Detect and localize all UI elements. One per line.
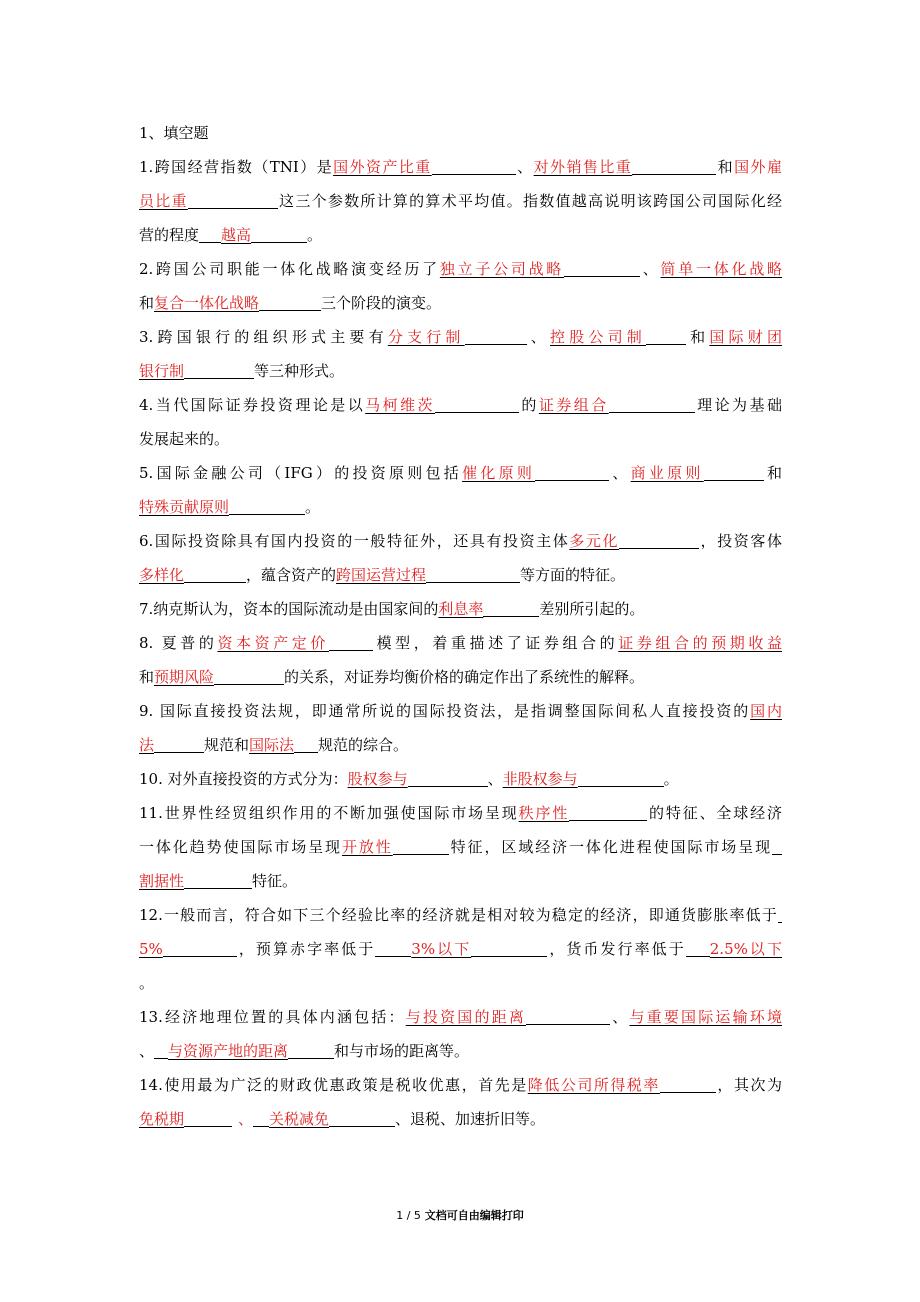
blank-line	[154, 734, 204, 753]
question-8-line-1	[139, 626, 782, 660]
question-5-line-2	[139, 490, 782, 524]
answer-11c: 割据性	[139, 872, 185, 890]
answer-6c: 跨国运营过程	[336, 566, 427, 584]
question-13-line-2	[139, 1034, 782, 1068]
blank-line	[564, 258, 640, 277]
page-number: 1 / 5	[396, 1209, 421, 1222]
period: 。	[139, 974, 155, 992]
separator: 、	[610, 1008, 630, 1026]
question-7-text: 7.纳克斯认为，资本的国际流动是由国家间的	[139, 600, 439, 618]
answer-4a: 马柯维茨	[365, 396, 435, 414]
question-1-text: 1.跨国经营指数（TNI）是	[139, 158, 334, 176]
blank-line	[432, 156, 516, 175]
question-11-text-cont: 特征，区域经济一体化进程使国际市场呈现	[448, 838, 772, 856]
answer-7a: 利息率	[438, 600, 484, 618]
blank-line	[660, 1074, 716, 1093]
question-4-line-2	[139, 422, 782, 456]
question-9-line-2	[139, 728, 782, 762]
answer-12a: 5%	[139, 940, 163, 958]
separator: ，	[236, 940, 256, 958]
question-2-text-cont: 三个阶段的演变。	[321, 294, 442, 312]
question-12-line-2	[139, 932, 782, 966]
blank-line	[163, 938, 237, 957]
answer-8b: 证券组合的预期收益	[618, 634, 782, 652]
answer-2a: 独立子公司战略	[439, 260, 565, 278]
conjunction: 和	[716, 158, 735, 176]
question-2-text: 2.跨国公司职能一体化战略演变经历了	[139, 260, 440, 278]
blank-line	[435, 394, 519, 413]
blank-line	[609, 394, 695, 413]
answer-3a: 分支行制	[387, 328, 465, 346]
question-9-text-cont: 规范的综合。	[318, 736, 409, 754]
answer-6a: 多元化	[569, 532, 620, 550]
answer-14a: 降低公司所得税率	[527, 1076, 660, 1094]
question-10-text: 10. 对外直接投资的方式分为：	[139, 770, 348, 788]
question-12-line-1	[139, 898, 782, 932]
question-1-line-3	[139, 218, 782, 252]
blank-line	[569, 802, 647, 821]
question-9-line-1	[139, 694, 782, 728]
blank-line	[329, 632, 373, 651]
question-10-line-1	[139, 762, 782, 796]
document-body	[139, 116, 782, 1136]
question-4-text-cont: 理论为基础	[694, 396, 782, 414]
blank-line	[646, 326, 686, 345]
blank-line	[229, 496, 305, 515]
answer-10a: 股权参与	[347, 770, 408, 788]
blank-line	[632, 156, 716, 175]
answer-14c: 关税减免	[269, 1110, 330, 1128]
answer-9b: 国际法	[249, 736, 295, 754]
answer-11b: 开放性	[341, 838, 393, 856]
blank-line	[393, 836, 449, 855]
blank-line	[294, 734, 318, 753]
question-11-line-1	[139, 796, 782, 830]
period: 。	[307, 226, 323, 244]
answer-1b: 对外销售比重	[533, 158, 633, 176]
question-6-line-1	[139, 524, 782, 558]
blank-line	[686, 938, 710, 957]
blank-line	[259, 292, 321, 311]
answer-12c: 2.5%以下	[709, 940, 782, 958]
answer-9a-part2: 法	[139, 736, 155, 754]
question-6-line-2	[139, 558, 782, 592]
blank-line	[704, 462, 764, 481]
separator: 、	[139, 1042, 155, 1060]
question-9-text-cont: 规范和	[204, 736, 250, 754]
blank-line	[184, 1108, 232, 1127]
question-8-text-cont: 模型，着重描述了证券组合的	[372, 634, 619, 652]
question-1-text-cont: 营的程度	[139, 226, 200, 244]
answer-8a: 资本资产定价	[217, 634, 329, 652]
question-4-line-1	[139, 388, 782, 422]
answer-2c: 复合一体化战略	[154, 294, 260, 312]
question-1-line-2	[139, 184, 782, 218]
blank-line	[184, 870, 252, 889]
conjunction: 和	[139, 668, 155, 686]
answer-3c-part2: 银行制	[139, 362, 185, 380]
answer-6b: 多样化	[139, 566, 185, 584]
separator: 、	[487, 770, 503, 788]
blank-line	[184, 564, 246, 583]
question-4-text: 4.当代国际证券投资理论是以	[139, 396, 366, 414]
particle: 的	[518, 396, 539, 414]
question-2-line-1	[139, 252, 782, 286]
blank-line	[199, 224, 221, 243]
question-11-line-3	[139, 864, 782, 898]
blank-line	[188, 190, 278, 209]
question-13-text-cont: 和与市场的距离等。	[334, 1042, 470, 1060]
answer-11a: 秩序性	[518, 804, 570, 822]
question-5-text: 5.国际金融公司（IFG）的投资原则包括	[139, 464, 463, 482]
answer-13b: 与重要国际运输环境	[629, 1008, 782, 1026]
question-12-line-3	[139, 966, 782, 1000]
blank-line	[772, 836, 782, 855]
answer-1c-part1: 国外雇	[734, 158, 782, 176]
blank-line	[535, 462, 609, 481]
period: 。	[305, 498, 321, 516]
question-6-text-cont: 等方面的特征。	[520, 566, 626, 584]
question-12-text-cont: ，货币发行率低于	[547, 940, 686, 958]
conjunction: 和	[139, 294, 155, 312]
conjunction: 和	[763, 464, 782, 482]
question-14-line-2	[139, 1102, 782, 1136]
blank-line	[184, 360, 254, 379]
question-11-text-cont: 特征。	[252, 872, 298, 890]
answer-12b: 3%以下	[411, 940, 472, 958]
blank-line	[483, 598, 539, 617]
question-3-text-cont: 等三种形式。	[254, 362, 345, 380]
question-6-text-cont: ，投资客体	[699, 532, 782, 550]
separator: 、	[515, 158, 534, 176]
question-13-line-1	[139, 1000, 782, 1034]
question-14-text-cont: ，其次为	[715, 1076, 782, 1094]
answer-14b: 免税期	[139, 1110, 185, 1128]
blank-line	[375, 938, 411, 957]
blank-line	[329, 1108, 395, 1127]
answer-3c-part1: 国际财团	[709, 328, 782, 346]
blank-line	[253, 1108, 269, 1127]
question-11-text: 11.世界性经贸组织作用的不断加强使国际市场呈现	[139, 804, 519, 822]
question-5-line-1	[139, 456, 782, 490]
answer-1a: 国外资产比重	[333, 158, 432, 176]
question-7-line-1	[139, 592, 782, 626]
blank-line	[251, 224, 307, 243]
answer-5c: 特殊贡献原则	[139, 498, 230, 516]
answer-9a-part1: 国内	[750, 702, 782, 720]
question-14-text-cont: 、退税、加速折旧等。	[395, 1110, 546, 1128]
conjunction: 和	[685, 328, 710, 346]
question-1-line-1	[139, 150, 782, 184]
question-2-line-2	[139, 286, 782, 320]
blank-line	[578, 768, 664, 787]
question-3-line-2	[139, 354, 782, 388]
blank-line	[619, 530, 699, 549]
answer-5b: 商业原则	[630, 464, 704, 482]
section-heading: 1、填空题	[139, 124, 209, 142]
answer-13c: 与资源产地的距离	[168, 1042, 289, 1060]
question-9-text: 9. 国际直接投资法规，即通常所说的国际投资法，是指调整国际间私人直接投资的	[139, 702, 751, 720]
question-12-text-cont: 预算赤字率低于	[255, 940, 376, 958]
blank-line	[426, 564, 520, 583]
separator: 、	[238, 1110, 254, 1128]
question-14-text: 14.使用最为广泛的财政优惠政策是税收优惠，首先是	[139, 1076, 528, 1094]
separator: 、	[526, 328, 550, 346]
answer-3b: 控股公司制	[550, 328, 646, 346]
period: 。	[663, 770, 679, 788]
blank-line	[408, 768, 488, 787]
question-4-text-cont: 发展起来的。	[139, 430, 230, 448]
question-13-text: 13.经济地理位置的具体内涵包括：	[139, 1008, 406, 1026]
answer-10b: 非股权参与	[502, 770, 578, 788]
answer-5a: 催化原则	[462, 464, 536, 482]
separator: 、	[640, 260, 661, 278]
blank-line	[214, 666, 284, 685]
answer-8c: 预期风险	[154, 668, 215, 686]
footer-note: 文档可自由编辑打印	[424, 1209, 524, 1222]
question-3-text: 3.跨国银行的组织形式主要有	[139, 328, 388, 346]
separator: 、	[609, 464, 631, 482]
question-11-text-cont: 一体化趋势使国际市场呈现	[139, 838, 342, 856]
blank-line	[526, 1006, 610, 1025]
question-12-text: 12.一般而言，符合如下三个经验比率的经济就是相对较为稳定的经济，即通货膨胀率低于	[139, 906, 778, 924]
blank-line	[471, 938, 547, 957]
question-8-text-cont: 的关系，对证券均衡价格的确定作出了系统性的解释。	[284, 668, 645, 686]
answer-1c-part2: 员比重	[139, 192, 188, 210]
question-11-line-2	[139, 830, 782, 864]
answer-1d: 越高	[221, 226, 252, 244]
page-footer	[0, 1207, 920, 1223]
question-8-text: 8. 夏普的	[139, 634, 218, 652]
answer-13a: 与投资国的距离	[405, 1008, 527, 1026]
question-7-text-cont: 差别所引起的。	[539, 600, 645, 618]
question-11-text-cont: 的特征、全球经济	[647, 804, 782, 822]
blank-line	[154, 1040, 168, 1059]
blank-line	[465, 326, 527, 345]
question-14-line-1	[139, 1068, 782, 1102]
question-1-text-cont: 这三个参数所计算的算术平均值。指数值越高说明该跨国公司国际化经	[277, 192, 782, 210]
answer-2b: 简单一体化战略	[660, 260, 782, 278]
blank-line	[288, 1040, 334, 1059]
question-6-text-cont: ，蕴含资产的	[246, 566, 337, 584]
question-6-text: 6.国际投资除具有国内投资的一般特征外，还具有投资主体	[139, 532, 570, 550]
answer-4b: 证券组合	[538, 396, 609, 414]
question-3-line-1	[139, 320, 782, 354]
question-8-line-2	[139, 660, 782, 694]
blank-line	[778, 904, 782, 923]
